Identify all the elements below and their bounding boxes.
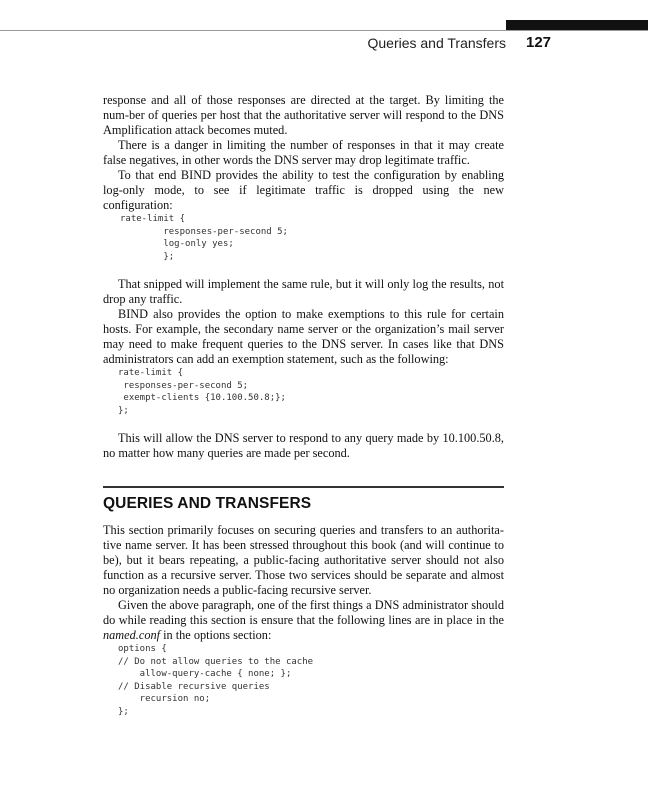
paragraph: This section primarily focuses on securing queries and transfers to an authorita-tive name server. It has been stressed throughout this book (and will continue to be), but it bears repeating, a public-facing authoritative server should not also function as a recursive server. Those two services should be separate and almost no organization needs a public-facing recursive server.: [103, 523, 504, 597]
running-head: Queries and Transfers: [367, 35, 506, 51]
paragraph: response and all of those responses are directed at the target. By limiting the num-ber of queries per host that the authoritative server will respond to the DNS Amplification attack becomes muted.: [103, 93, 504, 137]
header-rule: [0, 30, 648, 31]
section-heading: QUERIES AND TRANSFERS: [103, 495, 312, 512]
code-block-log-only: rate-limit { responses-per-second 5; log-only yes; };: [120, 214, 288, 262]
page-number: 127: [526, 34, 552, 51]
code-block-exempt-clients: rate-limit { responses-per-second 5; exempt-clients {10.100.50.8;}; };: [118, 368, 286, 416]
paragraph: [103, 598, 504, 643]
filename: named.conf: [103, 628, 161, 642]
paragraph: BIND also provides the option to make exemptions to this rule for certain hosts. For example, the secondary name server or the organization’s mail server may need to make frequent queries to the DNS server. In cases like that DNS administrators can add an exemption statement, such as the following:: [103, 307, 504, 366]
code-block-options: options { // Do not allow queries to the cache allow-query-cache { none; }; // Disable recursive queries recursion no; };: [118, 644, 314, 717]
paragraph: That snipped will implement the same rule, but it will only log the results, not drop any traffic.: [103, 277, 504, 306]
paragraph: There is a danger in limiting the number of responses in that it may create false negatives, in other words the DNS server may drop legitimate traffic.: [103, 138, 504, 167]
paragraph: This will allow the DNS server to respond to any query made by 10.100.50.8, no matter how many queries are made per second.: [103, 431, 504, 460]
paragraph-text: Given the above paragraph, one of the first things a DNS administrator should do while reading this section is ensure that the following lines are in place in the: [103, 598, 504, 627]
paragraph: To that end BIND provides the ability to test the configuration by enabling log-only mode, to see if legitimate traffic is dropped using the new configuration:: [103, 168, 504, 212]
page-body: [103, 93, 504, 718]
section-rule: [103, 486, 504, 488]
paragraph-text: in the options section:: [160, 628, 272, 642]
